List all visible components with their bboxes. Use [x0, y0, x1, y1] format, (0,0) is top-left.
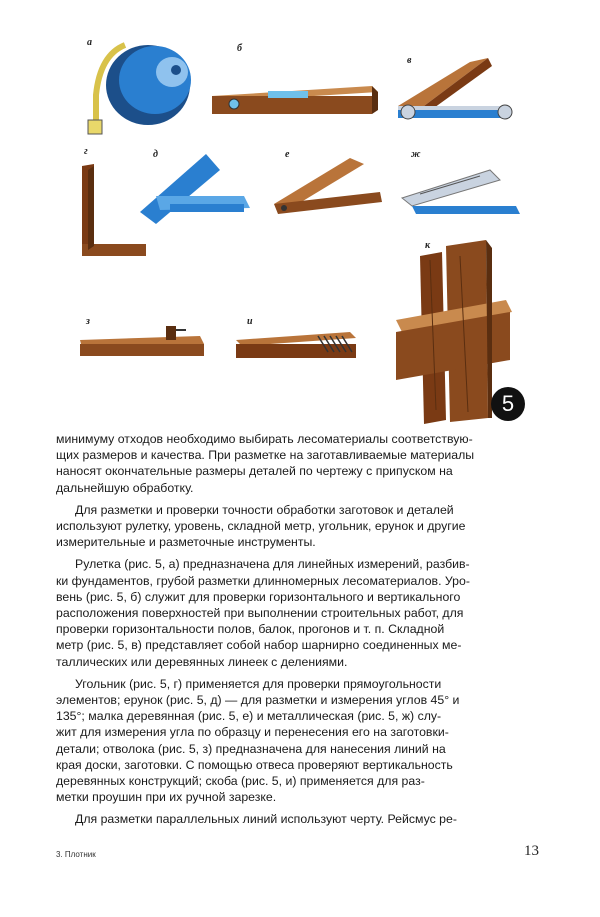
- text-line: Рулетка (рис. 5, а) предназначена для линейных измерений, разбив-: [75, 557, 470, 572]
- label-zh: ж: [411, 149, 421, 160]
- text-line: минимуму отходов необходимо выбирать лесоматериалы соответствую-: [56, 432, 473, 446]
- level-illustration: [212, 86, 378, 114]
- label-b: б: [237, 43, 242, 54]
- try-square-illustration: [82, 164, 146, 256]
- metal-bevel-illustration: [402, 170, 520, 214]
- text-line: используют рулетку, уровень, складной метр, угольник, ерунок и другие: [56, 519, 466, 534]
- body-text: [56, 431, 546, 828]
- label-d: д: [153, 149, 158, 160]
- text-line: проверки горизонтальности полов, балок, прогонов и т. п. Складной: [56, 622, 445, 637]
- label-k: к: [425, 240, 431, 251]
- figure-number-badge: 5: [491, 387, 525, 421]
- text-line: метр (рис. 5, в) представляет собой набор шарнирно соединенных ме-: [56, 638, 462, 653]
- text-line: Угольник (рис. 5, г) применяется для проверки прямоугольности: [75, 676, 442, 691]
- label-i: и: [247, 316, 253, 327]
- text-line: детали; отволока (рис. 5, з) предназначена для нанесения линий на: [56, 741, 446, 756]
- label-v: в: [407, 55, 412, 66]
- text-line: дальнейшую обработку.: [56, 480, 194, 495]
- page-number: 13: [524, 843, 539, 859]
- figure-5-tools: [0, 0, 600, 440]
- label-z: з: [86, 316, 90, 327]
- text-line: ки фундаментов, грубой разметки длинномерных лесоматериалов. Уро-: [56, 573, 470, 588]
- text-line: края доски, заготовки. С помощью отвеса проверяют вертикальность: [56, 757, 453, 772]
- text-line: наносят окончательные размеры деталей по чертежу с припуском на: [56, 464, 453, 479]
- text-line: метки проушин при их ручной зарезке.: [56, 790, 277, 805]
- wooden-bevel-illustration: [274, 158, 382, 214]
- label-e: е: [285, 149, 290, 160]
- tape-measure-illustration: [88, 45, 191, 134]
- text-line: 135°; малка деревянная (рис. 5, е) и металлическая (рис. 5, ж) слу-: [56, 709, 442, 724]
- label-a: а: [87, 37, 92, 48]
- text-line: таллических или деревянных линеек с делениями.: [56, 654, 348, 669]
- folding-rule-illustration: [398, 58, 512, 119]
- text-line: вень (рис. 5, б) служит для проверки горизонтального и вертикального: [56, 589, 461, 604]
- text-line: измерительные и разметочные инструменты.: [56, 535, 316, 550]
- text-line: Для разметки и проверки точности обработки заготовок и деталей: [75, 502, 454, 517]
- text-line: Для разметки параллельных линий используют черту. Рейсмус ре-: [75, 812, 457, 827]
- running-footer: 3. Плотник: [56, 850, 96, 859]
- text-line: деревянных конструкций; скоба (рис. 5, и) применяется для раз-: [56, 774, 425, 789]
- text-line: жит для измерения угла по образцу и перенесения его на заготовки-: [56, 725, 449, 740]
- miter-square-illustration: [140, 154, 250, 224]
- scoba-illustration: [236, 332, 356, 358]
- label-g: г: [84, 146, 88, 157]
- text-line: расположения поверхностей при выполнении строительных работ, для: [56, 606, 464, 621]
- otvoloka-illustration: [80, 326, 204, 356]
- text-line: щих размеров и качества. При разметке на заготавливаемые материалы: [56, 448, 475, 463]
- text-line: элементов; ерунок (рис. 5, д) — для разметки и измерения углов 45° и: [56, 693, 460, 708]
